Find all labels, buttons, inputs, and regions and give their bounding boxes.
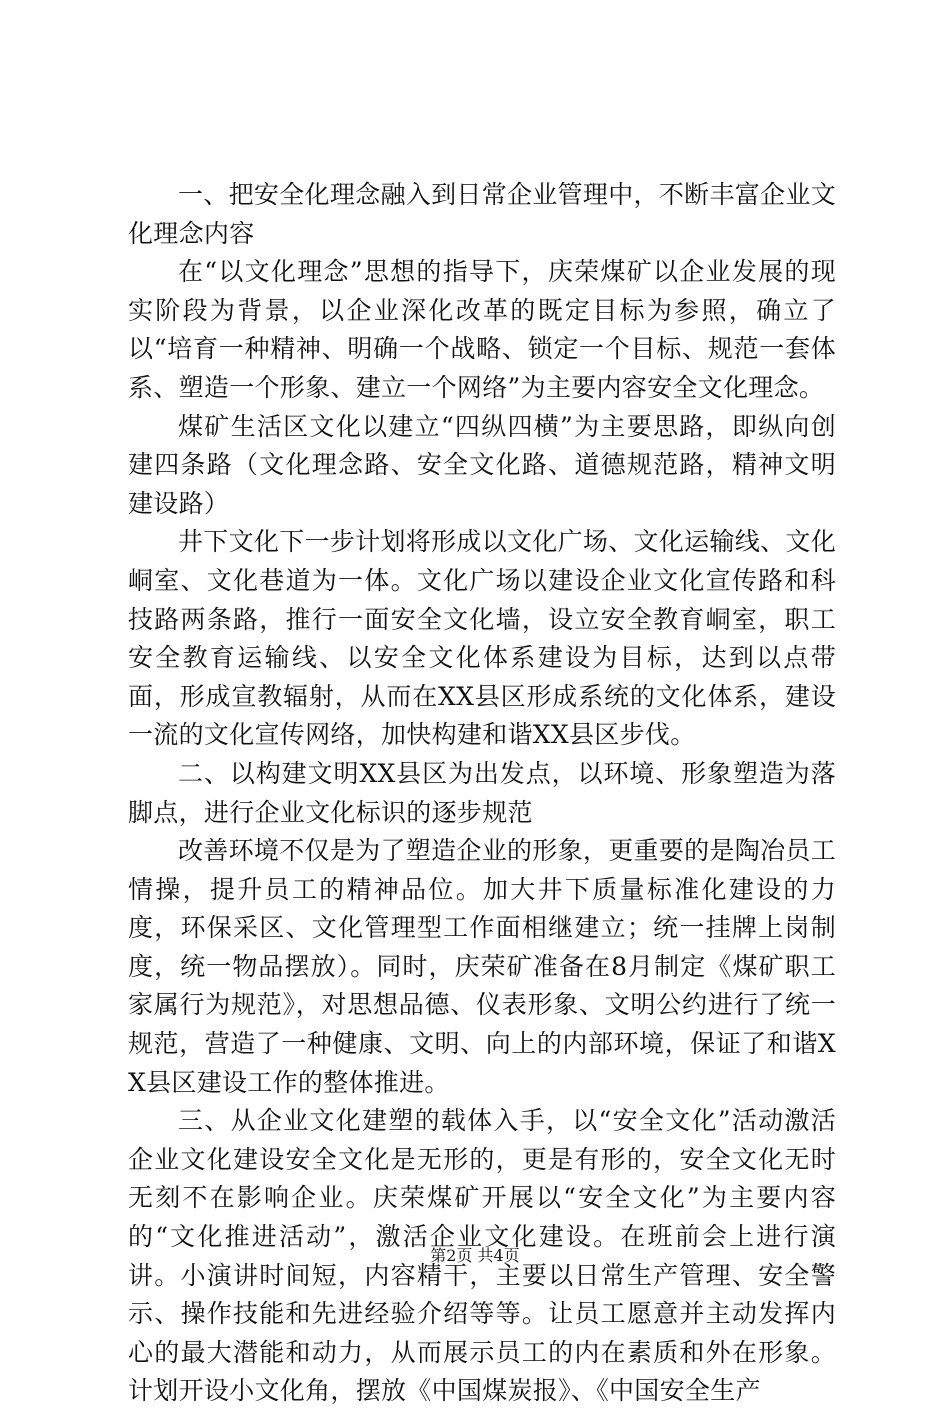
heading-section-one: 一、把安全化理念融入到日常企业管理中，不断丰富企业文化理念内容 [128, 180, 836, 248]
heading-section-three: 三、从企业文化建塑的载体入手，以“安全文化”活动激活企业文化建设安全文化是无形的，更是有形的，安全文化无时无刻不在影响企业。庆荣煤矿开展以“安全文化”为主要内容的“文化推进活动”，激活企业文化建设。在班前会上进行演讲。小演讲时间短，内容精干，主要以日常生产管理、安全警示、操作技能和先进经验介绍等等。让员工愿意并主动发挥内心的最大潜能和动力，从而展示员工的内在素质和外在形象。计划开设小文化角，摆放《中国煤炭报》、《中国安全生产 [128, 1106, 836, 1406]
document-body [128, 176, 836, 1411]
heading-section-two: 二、以构建文明XX县区为出发点，以环境、形象塑造为落脚点，进行企业文化标识的逐步规范 [128, 758, 836, 827]
page-number-footer: 第2页 共4页 [430, 1246, 520, 1265]
paragraph: 井下文化下一步计划将形成以文化广场、文化运输线、文化峒室、文化巷道为一体。文化广场以建设企业文化宣传路和科技路两条路，推行一面安全文化墙，设立安全教育峒室，职工安全教育运输线、以安全文化体系建设为目标，达到以点带面，形成宣教辐射，从而在XX县区形成系统的文化体系，建设一流的文化宣传网络，加快构建和谐XX县区步伐。 [128, 527, 836, 750]
paragraph: 煤矿生活区文化以建立“四纵四横”为主要思路，即纵向创建四条路（文化理念路、安全文化路、道德规范路，精神文明建设路） [128, 411, 836, 518]
paragraph: 在“以文化理念”思想的指导下，庆荣煤矿以企业发展的现实阶段为背景，以企业深化改革的既定目标为参照，确立了以“培育一种精神、明确一个战略、锁定一个目标、规范一套体系、塑造一个形象、建立一个网络”为主要内容安全文化理念。 [128, 257, 836, 402]
paragraph: 改善环境不仅是为了塑造企业的形象，更重要的是陶冶员工情操，提升员工的精神品位。加大井下质量标准化建设的力度，环保采区、文化管理型工作面相继建立；统一挂牌上岗制度，统一物品摆放）。同时，庆荣矿准备在8月制定《煤矿职工家属行为规范》，对思想品德、仪表形象、文明公约进行了统一规范，营造了一种健康、文明、向上的内部环境，保证了和谐XX县区建设工作的整体推进。 [128, 836, 836, 1097]
